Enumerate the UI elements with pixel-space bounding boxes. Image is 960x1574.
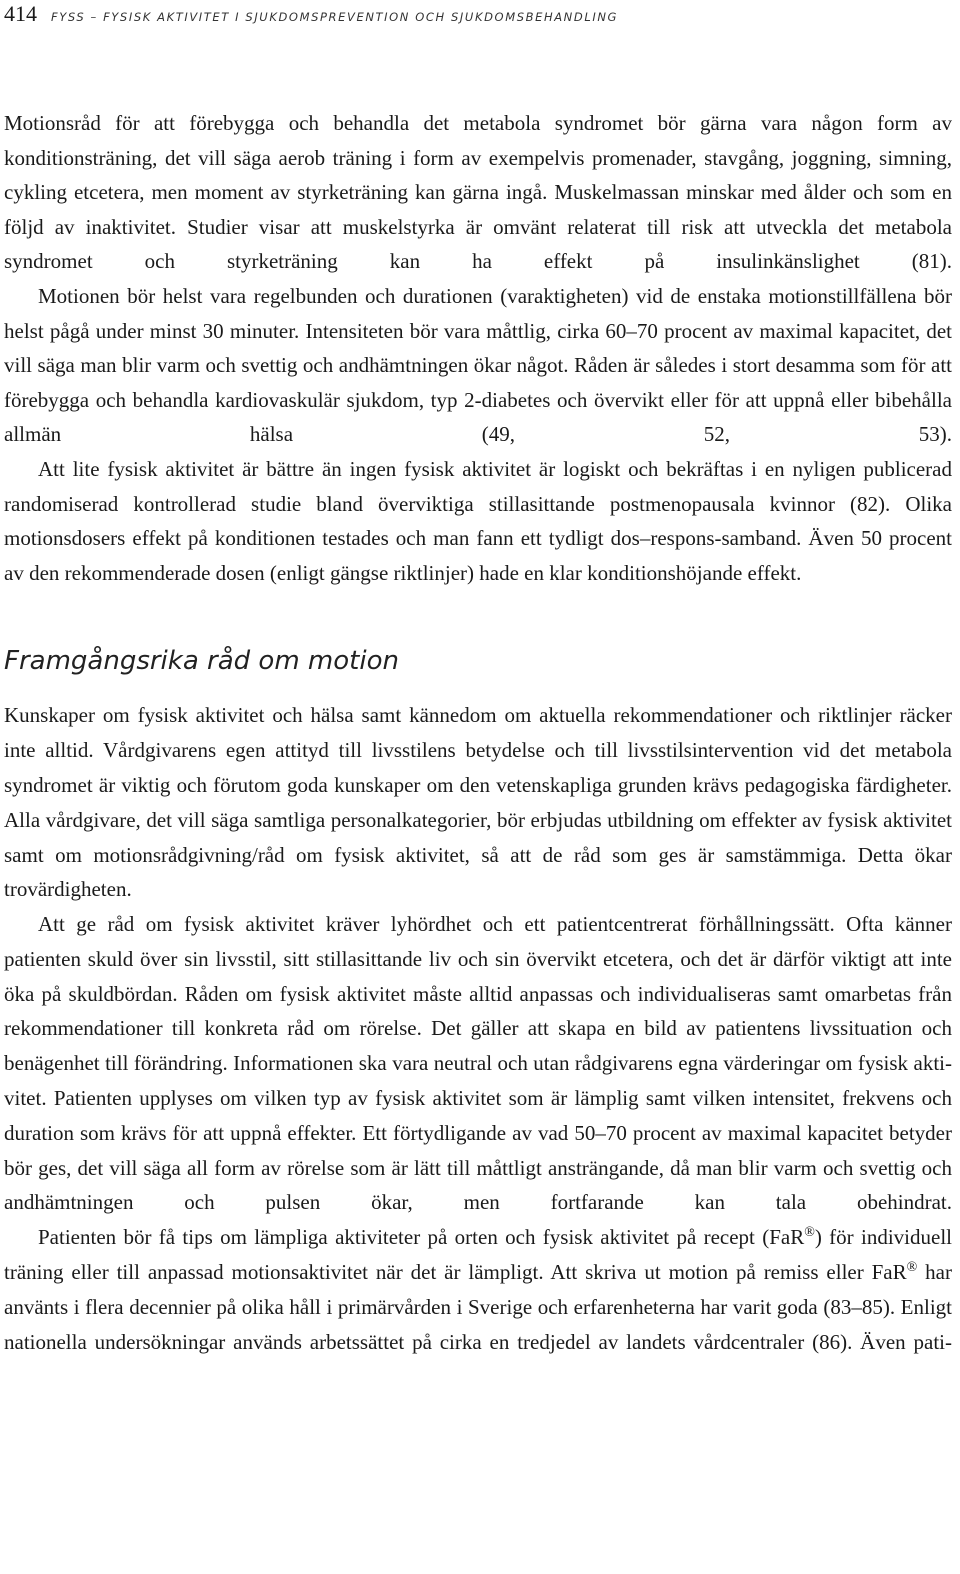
body-paragraph: Motionen bör helst vara regelbunden och durationen (varaktigheten) vid de enstaka motionstillfällena bör helst pågå under minst 30 minuter. Intensiteten bör vara måttlig, cirka 60–70 procent av maximal kapacitet, det vill säga man blir varm och svettig och andhämtningen ökar något. Råden är således i stort desamma som för att förebygga och behandla kardiovaskulär sjukdom, typ 2-diabetes och övervikt eller för att uppnå eller bibehålla allmän hälsa (49, 52, 53). [4,283,952,447]
body-paragraph: Att lite fysisk aktivitet är bättre än ingen fysisk aktivitet är logiskt och bekräftas i en nyligen publicerad randomiserad kontrollerad studie bland överviktiga stillasittande postmenopausala kvinnor (82). Olika motionsdosers effekt på konditionen testades och man fann ett tydligt dos–respons-samband. Även 50 procent av den rekommenderade dosen (enligt gängse riktlinjer) hade en klar konditionshöjande effekt. [4,456,952,585]
far-text-part1: Patienten bör få tips om lämpliga aktiviteter på orten och fysisk aktivitet på recept (FaR [38,1225,805,1250]
body-paragraph: Kunskaper om fysisk aktivitet och hälsa samt kännedom om aktuella rekommendationer och riktlinjer räcker inte alltid. Vårdgivarens egen attityd till livsstilens betydelse och till livsstilsintervention vid det metabola syndromet är viktig och förutom goda kunskaper om den vetenskapliga grunden krävs pedagogiska färdigheter. Alla vårdgivare, det vill säga samtliga personalkategorier, bör erbjudas utbildning om effekter av fysisk aktivitet samt om motionsrådgivning/råd om fysisk aktivitet, så att de råd som ges är samstämmiga. Detta ökar trovärdigheten. [4,703,952,902]
body-paragraph-far [4,1220,952,1359]
section-successful-advice [4,644,952,1359]
far-text-part3: har använts i flera decennier på olika håll i primärvården i Sverige och erfarenheterna har varit goda (83–85). Enligt nationella undersökningar används arbetssättet på cirka en tredjedel av landets vårdcentraler (86). Även pati- [4,1260,952,1354]
registered-mark: ® [804,1225,815,1241]
section-heading: Framgångsrika råd om motion [4,646,399,677]
running-header [4,0,944,28]
page-body [4,106,952,1359]
body-paragraph: Att ge råd om fysisk aktivitet kräver lyhördhet och ett patientcentrerat förhållningssätt. Ofta känner patienten skuld över sin livsstil, sitt stillasittande liv och sin övervikt etcetera, och det är därför viktigt att inte öka på skuldbördan. Råden om fysisk aktivitet måste alltid anpassas och individualiseras samt omarbetas från rekommendationer till konkreta råd om rörelse. Det gäller att skapa en bild av patientens livssituation och benägenhet till förändring. Informationen ska vara neutral och utan rådgivarens egna värderingar om fysisk aktivitet. Patienten upplyses om vilken typ av fysisk aktivitet som är lämplig samt vilken intensitet, frekvens och duration som krävs för att uppnå effekter. Ett förtydligande av vad 50–70 procent av maximal kapacitet betyder bör ges, det vill säga all form av rörelse som är lätt till måttligt ansträngande, då man blir varm och svettig och andhämtningen och pulsen ökar, men fortfarande kan tala obehindrat. [4,912,952,1215]
registered-mark: ® [906,1260,918,1276]
page-number: 414 [4,1,37,26]
far-text-part2: ) för individuell träning eller till anpassad motionsaktivitet när det är lämpligt. Att skriva ut motion på remiss eller FaR [4,1225,952,1285]
running-head-title: FYSS – FYSISK AKTIVITET I SJUKDOMSPREVENTION OCH SJUKDOMSBEHANDLING [51,10,619,24]
body-paragraph: Motionsråd för att förebygga och behandla det metabola syndromet bör gärna vara någon form av konditionsträning, det vill säga aerob träning i form av exempelvis promenader, stavgång, joggning, simning, cykling etcetera, men moment av styrketräning kan gärna ingå. Muskelmassan minskar med ålder och som en följd av inaktivitet. Studier visar att muskelstyrka är omvänt relaterat till risk att utveckla det metabola syndromet och styrketräning kan ha effekt på insulinkänslighet (81). [4,111,952,274]
section-metabolic-exercise [4,106,952,590]
